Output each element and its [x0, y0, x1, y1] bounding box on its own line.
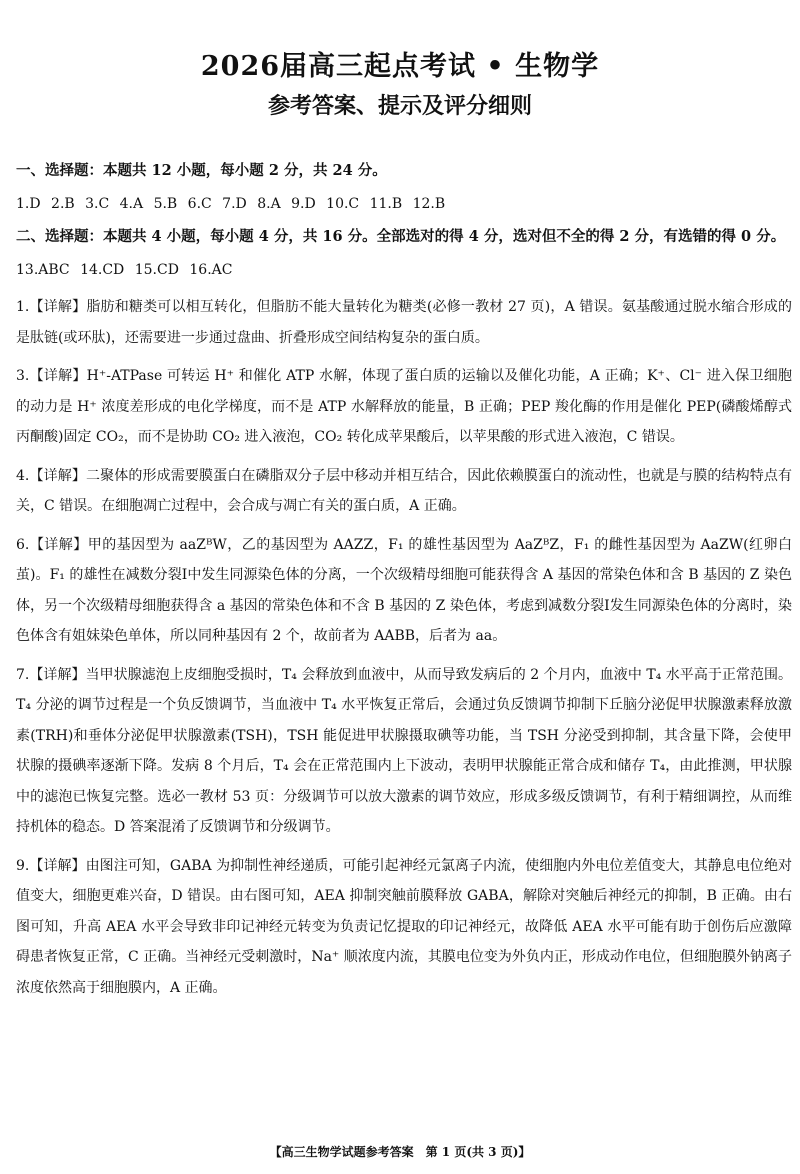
- explanation-text: 由图注可知，GABA 为抑制性神经递质，可能引起神经元氯离子内流，使细胞内外电位差值变大，其静息电位绝对值变大，细胞更难兴奋，D 错误。由右图可知，AEA 抑制突触前膜释放 GABA，解除对突触后神经元的抑制，B 正确。由右图可知，升高 AEA 水平会导致非印记神经元转变为负责记忆提取的印记神经元，故降低 AEA 水平可能有助于创伤后应激障碍患者恢复正常，C 正确。当神经元受刺激时，Na⁺ 顺浓度内流，其膜电位变为外负内正，形成动作电位，但细胞膜外钠离子浓度依然高于细胞膜内，A 正确。: [16, 857, 793, 996]
- explanation-tag: 【详解】: [29, 467, 86, 484]
- explanation-item: [16, 361, 792, 453]
- explanation-tag: 【详解】: [29, 857, 86, 874]
- explanation-tag: 【详解】: [29, 299, 87, 315]
- explanation-item: [16, 461, 792, 522]
- explanation-item: [16, 660, 792, 843]
- page-subtitle: 参考答案、提示及评分细则: [267, 93, 532, 119]
- explanation-text: 脂肪和糖类可以相互转化，但脂肪不能大量转化为糖类(必修一教材 27 页)，A 错误。氨基酸通过脱水缩合形成的是肽链(或环肽)，还需要进一步通过盘曲、折叠形成空间结构复杂的蛋白质。: [16, 299, 792, 346]
- explanation-text: 甲的基因型为 aaZᴮW，乙的基因型为 AAZZ，F₁ 的雄性基因型为 AaZᴮZ，F₁ 的雌性基因型为 AaZW(红卵白茧)。F₁ 的雄性在减数分裂Ⅰ中发生同源染色体的分离，一个次级精母细胞可能获得含 A 基因的常染色体和含 B 基因的 Z 染色体，另一个次级精母细胞获得含 a 基因的常染色体和不含 B 基因的 Z 染色体，考虑到减数分裂Ⅰ发生同源染色体的分离时，染色体含有姐妹染色单体，所以同种基因有 2 个，故前者为 AABB，后者为 aa。: [16, 536, 793, 644]
- explanation-number: 3.: [16, 368, 30, 384]
- explanation-text: 二聚体的形成需要膜蛋白在磷脂双分子层中移动并相互结合，因此依赖膜蛋白的流动性，也就是与膜的结构特点有关，C 错误。在细胞凋亡过程中，会合成与凋亡有关的蛋白质，A 正确。: [16, 467, 793, 514]
- page-title: 2026届高三起点考试 • 生物学: [200, 51, 600, 82]
- section2-answers: 13.ABC 14.CD 15.CD 16.AC: [16, 262, 233, 278]
- section1-answers: 1.D 2.B 3.C 4.A 5.B 6.C 7.D 8.A 9.D 10.C 11.B 12.B: [16, 196, 446, 212]
- explanation-number: 4.: [16, 467, 30, 484]
- page-footer: 【高三生物学试题参考答案 第 1 页(共 3 页)】: [269, 1145, 531, 1159]
- explanation-number: 9.: [16, 857, 30, 874]
- section2-heading: 二、选择题：本题共 4 小题，每小题 4 分，共 16 分。全部选对的得 4 分，选对但不全的得 2 分，有选错的得 0 分。: [16, 228, 786, 245]
- explanation-number: 1.: [16, 299, 30, 315]
- explanation-item: [16, 851, 792, 1004]
- explanation-text: H⁺-ATPase 可转运 H⁺ 和催化 ATP 水解，体现了蛋白质的运输以及催化功能，A 正确；K⁺、Cl⁻ 进入保卫细胞的动力是 H⁺ 浓度差形成的电化学梯度，而不是 ATP 水解释放的能量，B 正确；PEP 羧化酶的作用是催化 PEP(磷酸烯醇式丙酮酸)固定 CO₂，而不是协助 CO₂ 进入液泡，CO₂ 转化成苹果酸后，以苹果酸的形式进入液泡，C 错误。: [16, 368, 792, 445]
- explanation-tag: 【详解】: [29, 666, 86, 683]
- explanation-tag: 【详解】: [29, 368, 87, 384]
- explanation-number: 7.: [16, 666, 30, 683]
- explanation-tag: 【详解】: [29, 536, 88, 553]
- explanation-number: 6.: [16, 536, 30, 553]
- explanation-text: 当甲状腺滤泡上皮细胞受损时，T₄ 会释放到血液中，从而导致发病后的 2 个月内，血液中 T₄ 水平高于正常范围。T₄ 分泌的调节过程是一个负反馈调节，当血液中 T₄ 水平恢复正常后，会通过负反馈调节抑制下丘脑分泌促甲状腺激素释放激素(TRH)和垂体分泌促甲状腺激素(TSH)，TSH 能促进甲状腺摄取碘等功能，当 TSH 分泌受到抑制，其含量下降，会使甲状腺的摄碘率逐渐下降。发病 8 个月后，T₄ 会在正常范围内上下波动，表明甲状腺能正常合成和储存 T₄，由此推测，甲状腺中的滤泡已恢复完整。选必一教材 53 页：分级调节可以放大激素的调节效应，形成多级反馈调节，有利于精细调控，从而维持机体的稳态。D 答案混淆了反馈调节和分级调节。: [16, 666, 793, 835]
- answer-content: [16, 160, 792, 1011]
- explanation-item: [16, 530, 792, 652]
- explanation-item: [16, 292, 792, 353]
- section1-heading: 一、选择题：本题共 12 小题，每小题 2 分，共 24 分。: [16, 162, 387, 179]
